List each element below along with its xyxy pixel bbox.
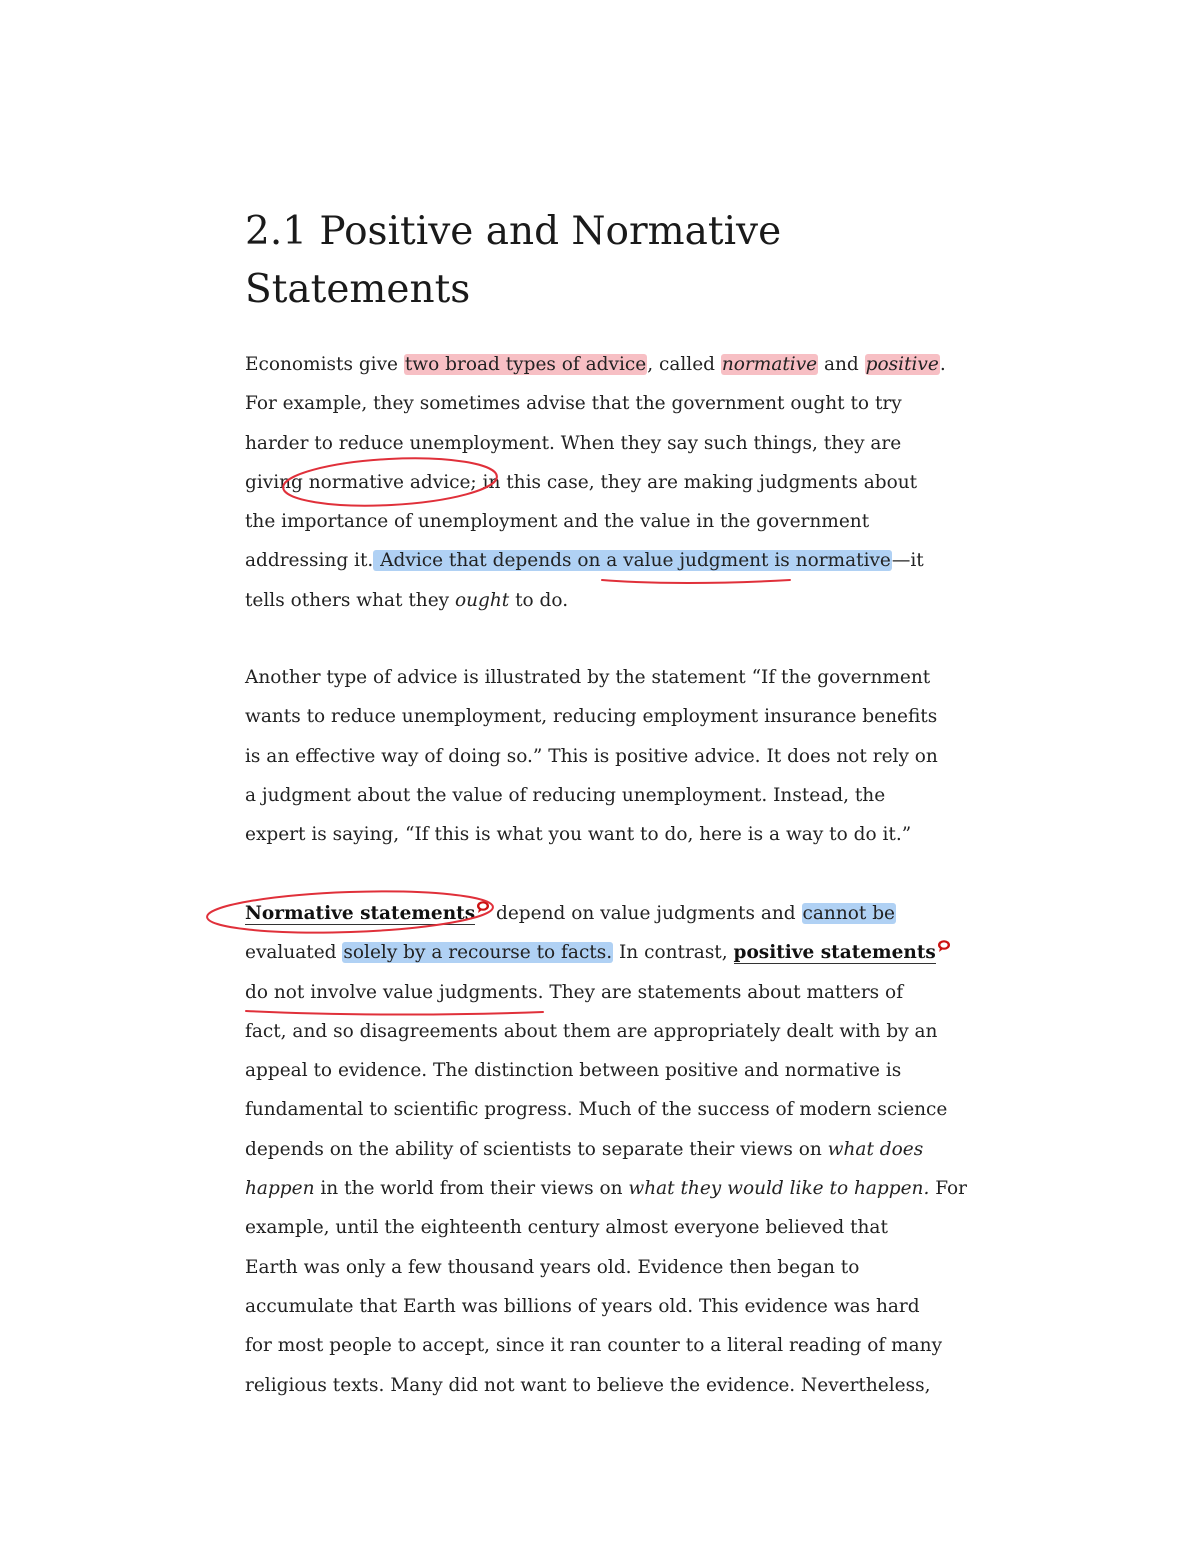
paragraph-3 [245, 894, 980, 1405]
highlight-blue[interactable]: solely by a recourse to facts. [343, 942, 613, 964]
text-line [245, 1169, 980, 1208]
text-line: accumulate that Earth was billions of years old. This evidence was hard [245, 1295, 920, 1317]
text-line: fact, and so disagreements about them are appropriately dealt with by an [245, 1020, 938, 1042]
text-line: Earth was only a few thousand years old. Evidence then began to [245, 1256, 860, 1278]
paragraph-1 [245, 345, 980, 620]
text-run: addressing it. [245, 550, 374, 572]
text-line: appeal to evidence. The distinction between positive and normative is [245, 1060, 902, 1082]
text-run: Economists give [245, 354, 404, 375]
text-line: For example, they sometimes advise that the government ought to try [245, 393, 902, 415]
italic-run: what does [827, 1138, 924, 1160]
italic-run: what they would like to happen. [628, 1178, 930, 1200]
text-run: depend on value judgments and [490, 903, 802, 924]
text-run: . [939, 354, 946, 375]
text-line [245, 541, 980, 580]
highlight-red-positive[interactable]: positive [865, 354, 939, 375]
text-line [245, 581, 980, 620]
text-run: and [818, 354, 865, 375]
title-line-2: Statements [245, 267, 471, 312]
text-line [245, 894, 980, 933]
text-line [245, 1130, 980, 1169]
text-line: do not involve value judgments. They are statements about matters of [245, 981, 904, 1003]
text-line: the importance of unemployment and the value in the government [245, 511, 870, 533]
text-line: wants to reduce unemployment, reducing employment insurance benefits [245, 706, 938, 728]
text-line: for most people to accept, since it ran counter to a literal reading of many [245, 1335, 943, 1357]
text-line: is an effective way of doing so.” This is positive advice. It does not rely on [245, 745, 938, 767]
text-line [245, 345, 980, 384]
highlight-red-normative[interactable]: normative [721, 354, 818, 375]
highlight-blue[interactable]: cannot be [802, 903, 895, 924]
section-title [245, 203, 1005, 319]
text-run: For [929, 1178, 968, 1200]
term-normative-statements[interactable]: Normative statements [245, 903, 476, 924]
text-line: religious texts. Many did not want to believe the evidence. Nevertheless, [245, 1374, 931, 1396]
highlight-blue[interactable]: Advice that depends on a value judgment is normative [374, 550, 891, 572]
text-run: —it [891, 550, 924, 572]
text-line: example, until the eighteenth century almost everyone believed that [245, 1217, 888, 1239]
text-line: Another type of advice is illustrated by the statement “If the government [245, 667, 931, 688]
text-run: tells others what they [245, 589, 455, 611]
text-run: in the world from their views on [314, 1178, 629, 1200]
highlight-red[interactable]: two broad types of advice [404, 354, 647, 375]
paragraph-2 [245, 658, 980, 854]
term-positive-statements[interactable]: positive statements [733, 942, 936, 964]
text-run: , called [647, 354, 721, 375]
title-line-1: 2.1 Positive and Normative [245, 209, 782, 254]
comment-icon[interactable] [937, 939, 951, 953]
text-line: fundamental to scientific progress. Much of the success of modern science [245, 1099, 948, 1121]
text-run: depends on the ability of scientists to separate their views on [245, 1138, 828, 1160]
text-line: giving normative advice; in this case, they are making judgments about [245, 471, 918, 493]
text-run: to do. [509, 589, 569, 611]
italic-run: ought [454, 589, 510, 611]
text-line: harder to reduce unemployment. When they say such things, they are [245, 432, 902, 454]
text-line [245, 933, 980, 972]
text-run: evaluated [245, 942, 343, 964]
text-line: a judgment about the value of reducing unemployment. Instead, the [245, 784, 886, 806]
text-run: In contrast, [613, 942, 734, 964]
text-line: expert is saying, “If this is what you want to do, here is a way to do it.” [245, 824, 912, 846]
italic-run: happen [245, 1178, 315, 1200]
